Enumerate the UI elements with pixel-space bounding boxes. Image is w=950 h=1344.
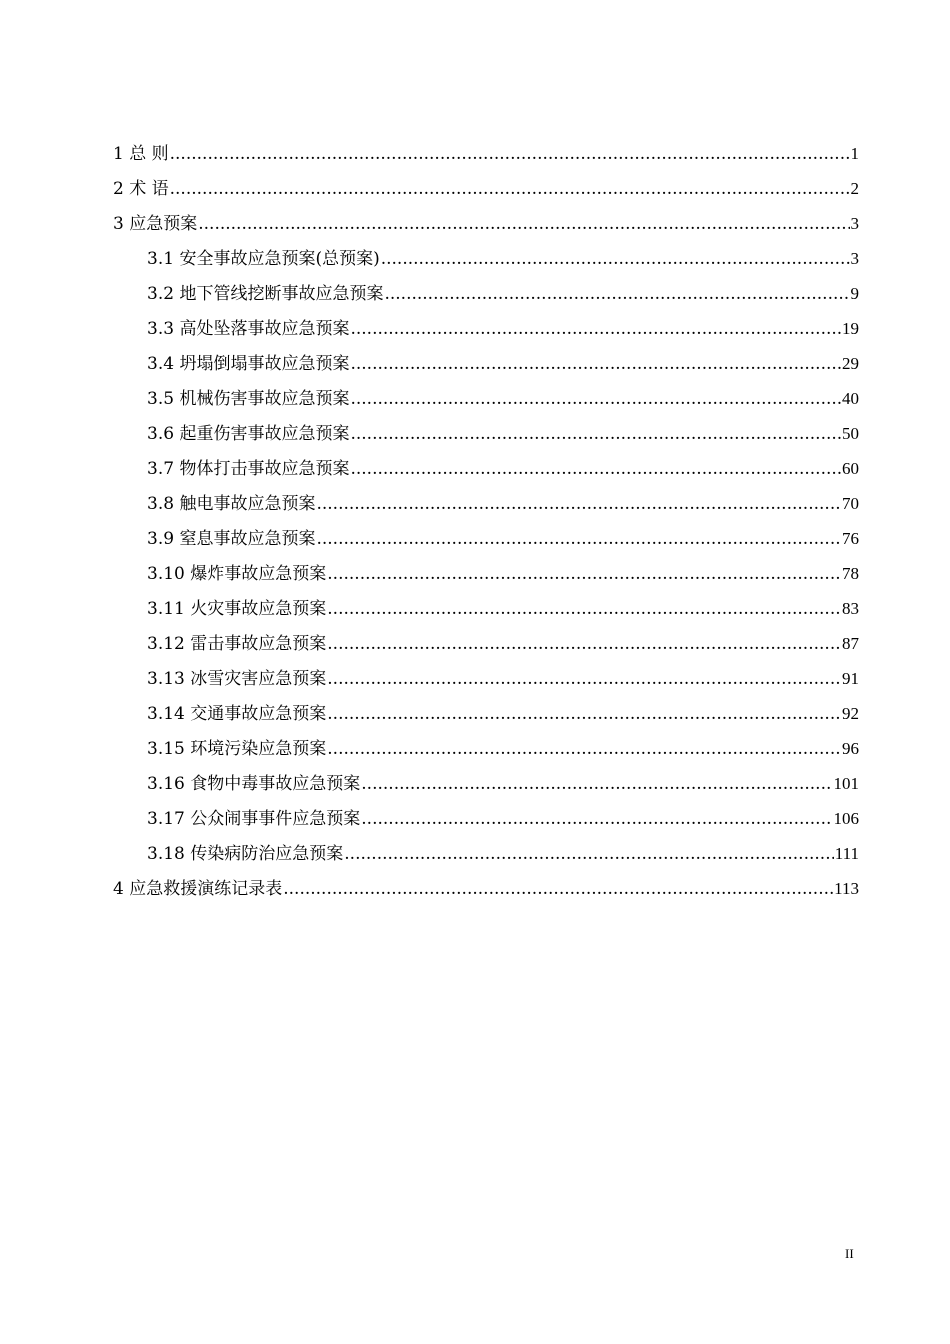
toc-dot-leader (327, 560, 841, 588)
toc-dot-leader (327, 700, 841, 728)
toc-entry-page: 113 (834, 879, 859, 898)
toc-entry[interactable] (113, 560, 859, 595)
toc-dot-leader (381, 245, 850, 273)
toc-entry-title: 3.15 环境污染应急预案 (147, 739, 327, 759)
toc-entry-title: 3.11 火灾事故应急预案 (147, 599, 327, 619)
toc-dot-leader (170, 175, 850, 203)
toc-entry-title: 2 术 语 (113, 179, 169, 199)
toc-entry[interactable] (113, 245, 859, 280)
toc-dot-leader (361, 805, 832, 833)
toc-entry-title: 3.17 公众闹事事件应急预案 (147, 809, 361, 829)
toc-entry[interactable] (113, 665, 859, 700)
toc-entry-title: 3.6 起重伤害事故应急预案 (147, 424, 350, 444)
toc-entry-title: 3.16 食物中毒事故应急预案 (147, 774, 361, 794)
toc-entry[interactable] (113, 875, 859, 910)
toc-entry[interactable] (113, 210, 859, 245)
toc-entry-page: 40 (842, 389, 859, 408)
toc-entry-page: 78 (842, 564, 859, 583)
toc-dot-leader (350, 350, 841, 378)
toc-entry[interactable] (113, 770, 859, 805)
toc-entry-page: 101 (833, 774, 859, 793)
toc-dot-leader (327, 735, 841, 763)
toc-entry-page: 96 (842, 739, 859, 758)
toc-entry[interactable] (113, 175, 859, 210)
toc-dot-leader (350, 455, 841, 483)
toc-entry[interactable] (113, 700, 859, 735)
toc-dot-leader (316, 525, 841, 553)
toc-entry[interactable] (113, 350, 859, 385)
toc-entry-page: 1 (850, 144, 859, 163)
toc-entry-title: 3.9 窒息事故应急预案 (147, 529, 316, 549)
toc-entry-page: 2 (850, 179, 859, 198)
toc-entry[interactable] (113, 630, 859, 665)
toc-entry[interactable] (113, 805, 859, 840)
toc-dot-leader (361, 770, 832, 798)
table-of-contents (113, 140, 859, 910)
toc-entry-page: 111 (834, 844, 859, 863)
toc-entry-title: 3.4 坍塌倒塌事故应急预案 (147, 354, 350, 374)
toc-entry-page: 76 (842, 529, 859, 548)
toc-entry-page: 50 (842, 424, 859, 443)
toc-entry-page: 60 (842, 459, 859, 478)
toc-entry[interactable] (113, 840, 859, 875)
toc-entry-page: 19 (842, 319, 859, 338)
toc-entry-title: 3.14 交通事故应急预案 (147, 704, 327, 724)
toc-entry[interactable] (113, 525, 859, 560)
toc-entry-page: 3 (850, 249, 859, 268)
toc-entry[interactable] (113, 735, 859, 770)
toc-entry[interactable] (113, 315, 859, 350)
toc-entry-title: 3.5 机械伤害事故应急预案 (147, 389, 350, 409)
toc-entry-page: 106 (833, 809, 859, 828)
toc-entry[interactable] (113, 595, 859, 630)
toc-entry-title: 4 应急救援演练记录表 (113, 879, 283, 899)
toc-entry-title: 1 总 则 (113, 144, 169, 164)
toc-entry-title: 3.7 物体打击事故应急预案 (147, 459, 350, 479)
toc-entry-title: 3.8 触电事故应急预案 (147, 494, 316, 514)
toc-entry-page: 83 (842, 599, 859, 618)
toc-dot-leader (344, 840, 833, 868)
toc-dot-leader (198, 210, 849, 238)
toc-dot-leader (170, 140, 850, 168)
toc-entry-title: 3 应急预案 (113, 214, 198, 234)
toc-entry-title: 3.13 冰雪灾害应急预案 (147, 669, 327, 689)
toc-dot-leader (350, 420, 841, 448)
toc-entry-page: 91 (842, 669, 859, 688)
toc-entry-title: 3.18 传染病防治应急预案 (147, 844, 344, 864)
toc-entry-page: 87 (842, 634, 859, 653)
toc-entry-title: 3.2 地下管线挖断事故应急预案 (147, 284, 384, 304)
toc-dot-leader (327, 665, 841, 693)
toc-entry[interactable] (113, 140, 859, 175)
toc-entry-page: 29 (842, 354, 859, 373)
toc-entry[interactable] (113, 455, 859, 490)
toc-dot-leader (350, 315, 841, 343)
toc-dot-leader (327, 595, 841, 623)
toc-dot-leader (384, 280, 849, 308)
toc-dot-leader (283, 875, 833, 903)
toc-entry-title: 3.1 安全事故应急预案(总预案) (147, 249, 380, 269)
toc-entry[interactable] (113, 420, 859, 455)
toc-entry-title: 3.3 高处坠落事故应急预案 (147, 319, 350, 339)
toc-entry-page: 9 (850, 284, 859, 303)
toc-entry[interactable] (113, 490, 859, 525)
page-number: II (845, 1246, 854, 1261)
toc-entry[interactable] (113, 385, 859, 420)
toc-dot-leader (350, 385, 841, 413)
toc-entry-title: 3.10 爆炸事故应急预案 (147, 564, 327, 584)
toc-entry[interactable] (113, 280, 859, 315)
toc-dot-leader (327, 630, 841, 658)
toc-dot-leader (316, 490, 841, 518)
toc-entry-page: 92 (842, 704, 859, 723)
toc-entry-page: 70 (842, 494, 859, 513)
toc-entry-page: 3 (850, 214, 859, 233)
toc-entry-title: 3.12 雷击事故应急预案 (147, 634, 327, 654)
